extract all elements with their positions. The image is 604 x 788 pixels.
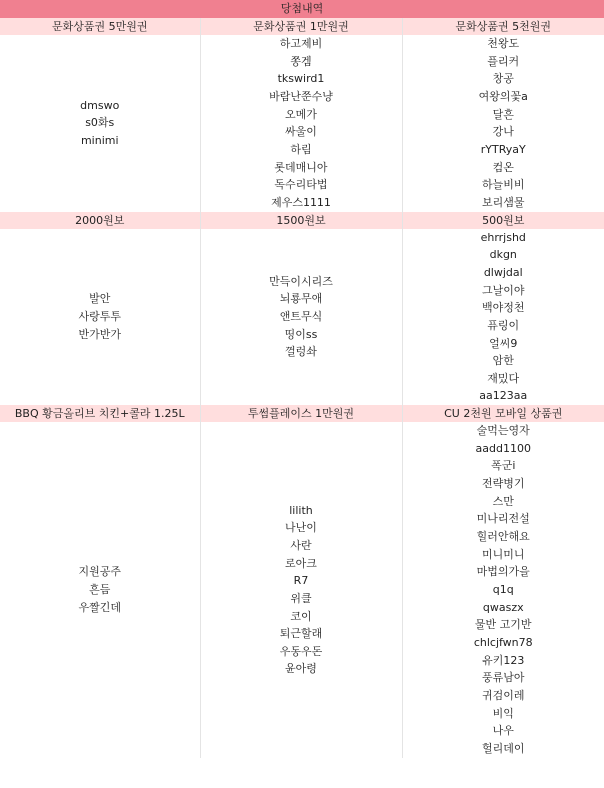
title-row bbox=[0, 0, 604, 18]
winner-name: 위클 bbox=[290, 591, 312, 605]
winner-name: 플리커 bbox=[487, 54, 520, 68]
winner-name: 싸울이 bbox=[285, 125, 317, 139]
winner-name: 롯데매니아 bbox=[274, 160, 328, 174]
winner-name: 여왕의꽃a bbox=[478, 89, 528, 103]
winner-name: 로아크 bbox=[285, 556, 317, 570]
winner-names-row bbox=[0, 229, 604, 406]
table-title: 당첨내역 bbox=[0, 0, 604, 18]
winner-name: 물반 고기반 bbox=[474, 618, 532, 632]
winner-name: 발안 bbox=[89, 292, 111, 306]
winner-name: 풍류남아 bbox=[481, 671, 525, 685]
winner-name: 백야정천 bbox=[481, 301, 525, 315]
winner-name: 사란 bbox=[290, 538, 312, 552]
winner-name: 지원공주 bbox=[78, 565, 121, 579]
winner-name: rYTRyaY bbox=[480, 142, 526, 156]
winner-list-right bbox=[402, 229, 604, 406]
winner-list-left bbox=[0, 422, 200, 757]
winner-name: 그날이야 bbox=[481, 283, 525, 297]
prize-header-left: 문화상품권 5만원권 bbox=[0, 18, 200, 35]
winner-name: 퓨링이 bbox=[487, 318, 520, 332]
winner-name: 힐러안해요 bbox=[476, 530, 530, 544]
winner-name: dlwjdal bbox=[483, 265, 523, 279]
winner-name: ehrrjshd bbox=[480, 230, 526, 244]
winner-name: 나난이 bbox=[285, 521, 317, 535]
winner-name: 하고제비 bbox=[279, 37, 323, 50]
winner-name: 퇴근할래 bbox=[279, 627, 323, 641]
winner-names-row bbox=[0, 422, 604, 757]
winner-name: dkgn bbox=[489, 248, 517, 262]
winner-name: 마법의가을 bbox=[476, 565, 530, 579]
winner-list-left bbox=[0, 35, 200, 212]
winner-name: 암한 bbox=[492, 354, 514, 368]
winner-name: tkswird1 bbox=[277, 72, 325, 86]
winner-name: 만득이시리즈 bbox=[269, 274, 333, 288]
winner-name: 전략병기 bbox=[481, 477, 525, 491]
winner-names-row bbox=[0, 35, 604, 212]
winner-name: 사랑투투 bbox=[78, 310, 121, 324]
winner-list-middle bbox=[200, 422, 402, 757]
winner-name: R7 bbox=[293, 574, 309, 588]
winner-name: 강나 bbox=[492, 125, 514, 139]
winner-list-right bbox=[402, 422, 604, 757]
winner-name: 폭군i bbox=[491, 459, 516, 473]
winner-name: 달흔 bbox=[492, 107, 514, 121]
winner-name: 윤아령 bbox=[285, 662, 317, 676]
winner-name: 컴온 bbox=[492, 160, 514, 174]
winner-name: chlcjfwn78 bbox=[473, 636, 533, 649]
prize-header-left: BBQ 황금올리브 치킨+콜라 1.25L bbox=[0, 405, 200, 422]
prize-header-row bbox=[0, 18, 604, 35]
prize-header-middle: 투썸플레이스 1만원권 bbox=[200, 405, 402, 422]
prize-header-right: 문화상품권 5천원권 bbox=[402, 18, 604, 35]
winner-name: 비익 bbox=[492, 706, 514, 720]
winner-name: 독수리타법 bbox=[274, 178, 328, 192]
prize-header-middle: 1500원보 bbox=[200, 212, 402, 229]
winner-name: 헐리데이 bbox=[481, 741, 525, 755]
prize-header-right: CU 2천원 모바일 상품권 bbox=[402, 405, 604, 422]
prize-header-right: 500원보 bbox=[402, 212, 604, 229]
winner-name: aadd1100 bbox=[475, 441, 531, 455]
winner-name: 창공 bbox=[492, 72, 514, 86]
winner-name: aa123aa bbox=[479, 389, 528, 403]
winner-name: s0화s bbox=[85, 116, 115, 130]
winner-name: 천왕도 bbox=[487, 37, 520, 50]
winner-name: qwaszx bbox=[482, 600, 524, 614]
winner-name: 뇌룡무애 bbox=[279, 292, 323, 306]
winner-name: 귀검이레 bbox=[481, 688, 525, 702]
winner-name: 얼씨9 bbox=[489, 336, 518, 350]
winner-list-left bbox=[0, 229, 200, 406]
winner-list-middle bbox=[200, 35, 402, 212]
winner-name: minimi bbox=[80, 134, 119, 148]
winner-list-right bbox=[402, 35, 604, 212]
winner-name: 술먹는영자 bbox=[476, 424, 530, 438]
winner-name: 나우 bbox=[492, 724, 514, 738]
winner-name: q1q bbox=[492, 583, 514, 597]
winner-name: 미니미니 bbox=[481, 547, 525, 561]
winner-name: 우동우돈 bbox=[279, 644, 323, 658]
prize-header-row bbox=[0, 405, 604, 422]
prize-header-row bbox=[0, 212, 604, 229]
winner-name: 껄렁솨 bbox=[285, 345, 317, 359]
winner-name: 미나리전설 bbox=[476, 512, 530, 526]
winner-list-middle bbox=[200, 229, 402, 406]
prize-header-left: 2000원보 bbox=[0, 212, 200, 229]
winner-name: 제우스1111 bbox=[271, 195, 331, 209]
winner-name: 쫑겜 bbox=[290, 54, 312, 68]
winner-name: 오메가 bbox=[285, 107, 317, 121]
winner-name: 스만 bbox=[492, 494, 514, 508]
winner-name: 앤트무식 bbox=[279, 310, 323, 324]
winner-name: 바람난쭌수냥 bbox=[269, 89, 333, 103]
winner-name: 하림 bbox=[290, 142, 312, 156]
winner-name: 띵이ss bbox=[284, 327, 318, 341]
winner-name: 재밌다 bbox=[487, 371, 520, 385]
winner-name: 우짤긴데 bbox=[78, 600, 121, 614]
winner-name: 반가반가 bbox=[78, 327, 121, 341]
winner-name: 유키123 bbox=[482, 653, 525, 667]
prize-header-middle: 문화상품권 1만원권 bbox=[200, 18, 402, 35]
winner-name: 흔듬 bbox=[89, 583, 111, 597]
winner-name: 하늘비비 bbox=[481, 178, 525, 192]
winner-name: dmswo bbox=[80, 98, 120, 112]
winner-name: lilith bbox=[289, 503, 313, 517]
winner-name: 코이 bbox=[290, 609, 312, 623]
winner-name: 보리샘물 bbox=[481, 195, 525, 209]
